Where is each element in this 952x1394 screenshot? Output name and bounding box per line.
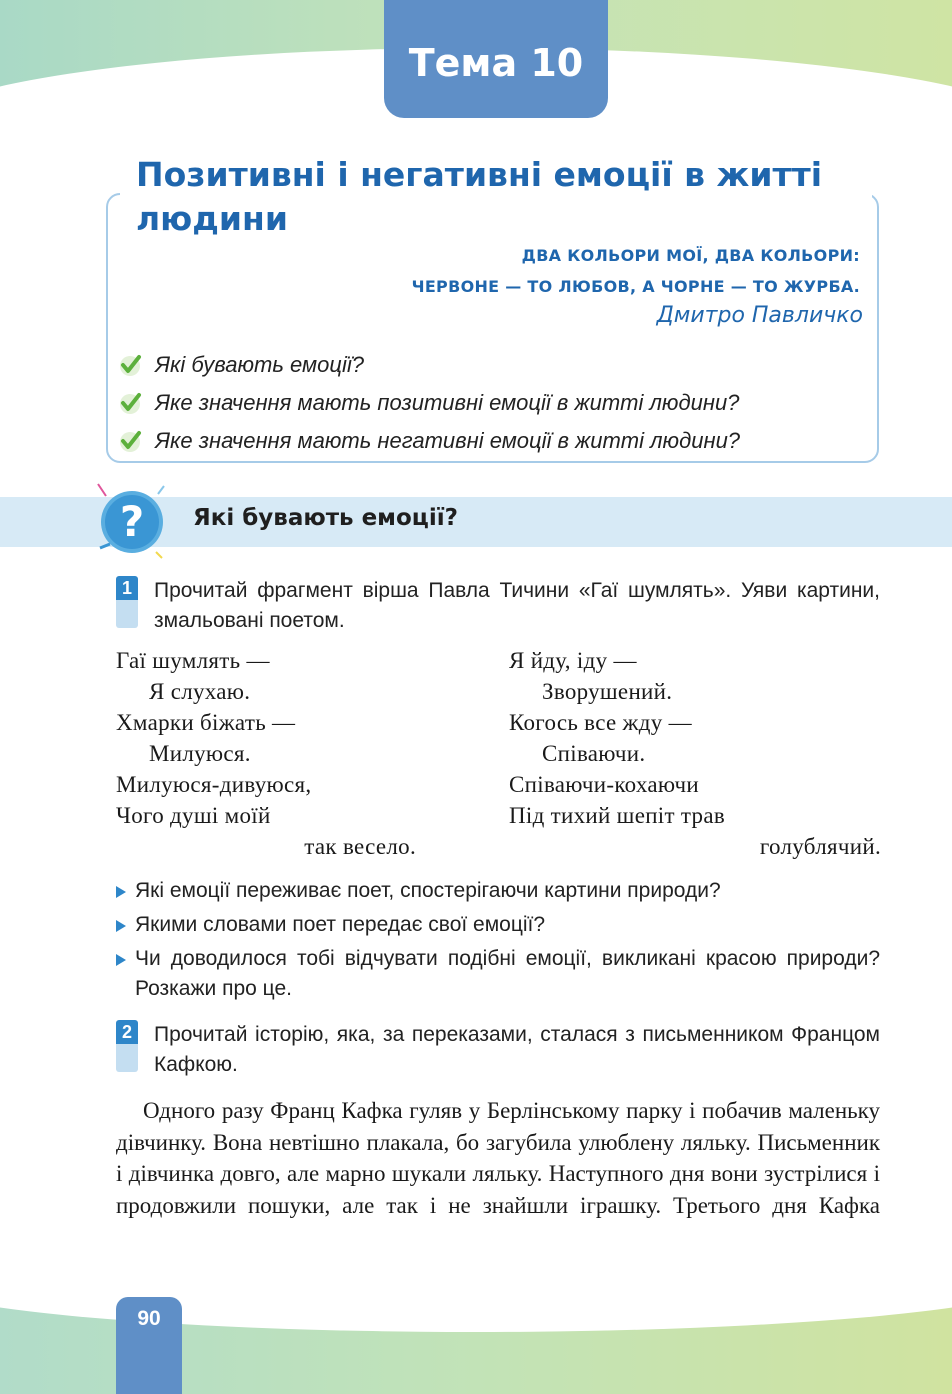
topic-tab	[384, 0, 608, 118]
poem-line: Чого душі моїй	[116, 803, 271, 828]
list-item	[116, 944, 880, 1004]
poem-line: голублячий.	[759, 834, 881, 859]
lesson-question-text: Які бувають емоції?	[155, 352, 364, 377]
story-paragraph: Одного разу Франц Кафка гуляв у Берлінському парку і побачив маленьку дівчинку. Вона невтішно плакала, бо загубила улюблену ляльку. Письменник і дівчинка довго, але марно шукали ляльку. Наступного дня вони зустрілися і продовжили пошуки, але так і не знайшли іграшку. Третього дня Кафка	[116, 1098, 880, 1218]
poem-line: Милуюся.	[149, 741, 251, 766]
task-text: Прочитай історію, яка, за переказами, сталася з письменником Францом Кафкою.	[154, 1023, 880, 1076]
epigraph	[411, 240, 863, 330]
page-number: 90	[116, 1297, 182, 1394]
lesson-question-text: Яке значення мають позитивні емоції в житті людини?	[155, 390, 740, 415]
list-item-text: Які емоції переживає поет, спостерігаючи картини природи?	[135, 879, 721, 902]
question-mark-icon	[92, 482, 172, 562]
poem-line: Співаючи.	[542, 741, 646, 766]
lesson-question-text: Яке значення мають негативні емоції в житті людини?	[155, 428, 741, 453]
triangle-bullet-icon	[116, 954, 126, 966]
topic-label: Тема 10	[408, 41, 584, 85]
task-number: 2	[116, 1020, 138, 1044]
poem-line: Під тихий шепіт трав	[509, 803, 725, 828]
check-icon	[117, 428, 143, 454]
lesson-questions	[117, 346, 740, 460]
poem-column-right	[509, 645, 881, 862]
poem-line: Милуюся-дивуюся,	[116, 772, 312, 797]
poem-line: Гаї шумлять —	[116, 648, 270, 673]
lesson-title-wrap	[120, 153, 872, 241]
task-2	[116, 1020, 880, 1080]
poem-line: Я йду, іду —	[509, 648, 637, 673]
epigraph-line: ЧЕРВОНЕ — ТО ЛЮБОВ, А ЧОРНЕ — ТО ЖУРБА.	[411, 277, 860, 296]
list-item	[116, 910, 880, 940]
task-number-badge	[116, 576, 138, 628]
task-text: Прочитай фрагмент вірша Павла Тичини «Гаї шумлять». Уяви картини, змальовані поетом.	[154, 579, 880, 632]
check-icon	[117, 352, 143, 378]
list-item-text: Чи доводилося тобі відчувати подібні емоції, викликані красою природи? Розкажи про це.	[135, 947, 880, 1000]
task-1	[116, 576, 880, 636]
epigraph-line: ДВА КОЛЬОРИ МОЇ, ДВА КОЛЬОРИ:	[521, 246, 860, 265]
list-item	[116, 876, 880, 906]
task-number: 1	[116, 576, 138, 600]
poem-line: Когось все жду —	[509, 710, 692, 735]
svg-text:?: ?	[119, 497, 145, 546]
epigraph-author: Дмитро Павличко	[656, 303, 863, 328]
poem-line: Хмарки біжать —	[116, 710, 296, 735]
triangle-bullet-icon	[116, 920, 126, 932]
list-item-text: Якими словами поет передає свої емоції?	[135, 913, 546, 936]
poem-line: так весело.	[304, 834, 416, 859]
poem-line: Зворушений.	[542, 679, 673, 704]
task-1-questions	[116, 876, 880, 1008]
lesson-question	[117, 346, 740, 384]
poem-line: Я слухаю.	[149, 679, 251, 704]
lesson-title: Позитивні і негативні емоції в житті людини	[136, 155, 823, 238]
task-number-badge	[116, 1020, 138, 1072]
section-title: Які бувають емоції?	[193, 505, 458, 531]
poem-column-left	[116, 645, 416, 862]
triangle-bullet-icon	[116, 886, 126, 898]
lesson-question	[117, 422, 740, 460]
poem-line: Співаючи-кохаючи	[509, 772, 699, 797]
lesson-question	[117, 384, 740, 422]
check-icon	[117, 390, 143, 416]
